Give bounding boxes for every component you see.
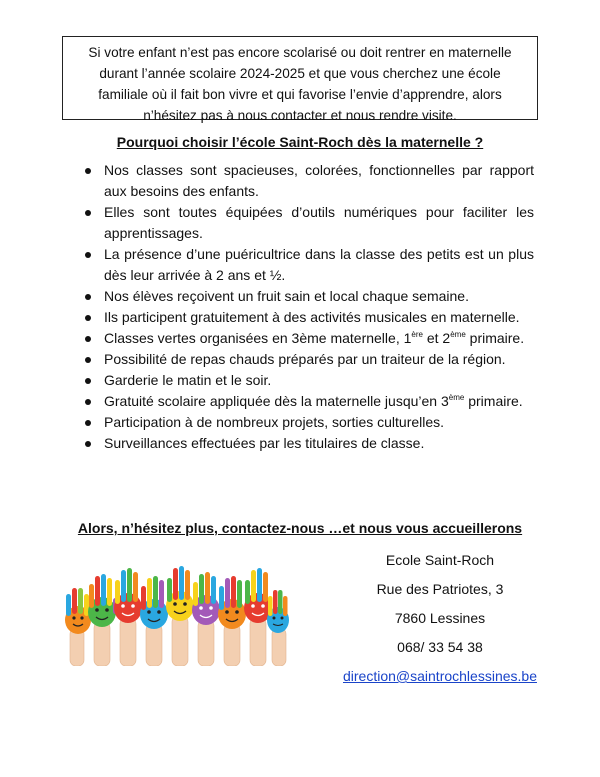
intro-line: durant l’année scolaire 2024-2025 et que vous cherchez une école <box>99 66 501 81</box>
superscript: ère <box>411 330 423 339</box>
benefit-text: Ils participent gratuitement à des activités musicales en maternelle. <box>104 309 520 325</box>
benefit-item <box>82 328 534 349</box>
benefit-item <box>82 202 534 244</box>
email-link[interactable]: direction@saintrochlessines.be <box>343 668 537 684</box>
benefit-text: La présence d’une puéricultrice dans la classe des petits est un plus dès leur arrivée à 2 ans et ½. <box>104 246 534 283</box>
contact-block <box>320 546 560 691</box>
benefit-text: Surveillances effectuées par les titulaires de classe. <box>104 435 425 451</box>
benefit-text-part: Gratuité scolaire appliquée dès la maternelle jusqu’en 3 <box>104 393 449 409</box>
bullet-icon <box>85 315 91 321</box>
benefit-text-part: et 2 <box>422 330 451 346</box>
bullet-icon <box>85 378 91 384</box>
school-name: Ecole Saint-Roch <box>385 552 495 568</box>
phone-number: 068/ 33 54 38 <box>397 639 483 655</box>
benefit-text: Participation à de nombreux projets, sorties culturelles. <box>104 414 445 430</box>
bullet-icon <box>85 441 91 447</box>
benefit-text <box>104 330 524 346</box>
benefit-text: Garderie le matin et le soir. <box>104 372 272 388</box>
intro-line: n’hésitez pas à nous contacter et nous rendre visite. <box>143 108 457 123</box>
bullet-icon <box>85 399 91 405</box>
intro-line: familiale où il fait bon vivre et qui favorise l’envie d’apprendre, alors <box>98 87 502 102</box>
benefit-text-part: primaire. <box>464 393 523 409</box>
bullet-icon <box>85 336 91 342</box>
intro-line: Si votre enfant n’est pas encore scolarisé ou doit rentrer en maternelle <box>88 45 512 60</box>
superscript: ème <box>448 393 465 402</box>
bullet-icon <box>85 168 91 174</box>
bullet-icon <box>85 357 91 363</box>
benefit-item <box>82 307 534 328</box>
contact-title: Alors, n’hésitez plus, contactez-nous …et nous vous accueillerons <box>77 520 523 536</box>
superscript: ème <box>450 330 466 339</box>
benefits-list <box>82 160 534 454</box>
painted-hands-image <box>64 558 290 666</box>
benefit-text: Possibilité de repas chauds préparés par un traiteur de la région. <box>104 351 506 367</box>
bullet-icon <box>85 252 91 258</box>
benefit-item <box>82 160 534 202</box>
benefit-text: Nos élèves reçoivent un fruit sain et local chaque semaine. <box>104 288 469 304</box>
benefit-text <box>104 393 523 409</box>
city: 7860 Lessines <box>394 610 486 626</box>
benefit-text: Elles sont toutes équipées d’outils numériques pour faciliter les apprentissages. <box>104 204 534 241</box>
benefit-item <box>82 349 534 370</box>
intro-box <box>62 36 538 123</box>
benefit-text-part: primaire. <box>465 330 525 346</box>
bullet-icon <box>85 210 91 216</box>
benefit-item <box>82 370 534 391</box>
benefit-text-part: Classes vertes organisées en 3ème maternelle, 1 <box>104 330 412 346</box>
benefit-text: Nos classes sont spacieuses, colorées, fonctionnelles par rapport aux besoins des enfants. <box>104 162 534 199</box>
why-title: Pourquoi choisir l’école Saint-Roch dès la maternelle ? <box>116 134 484 150</box>
benefit-item <box>82 286 534 307</box>
benefit-item <box>82 244 534 286</box>
benefit-item <box>82 391 534 412</box>
benefit-item <box>82 412 534 433</box>
bullet-icon <box>85 420 91 426</box>
street-address: Rue des Patriotes, 3 <box>376 581 504 597</box>
benefit-item <box>82 433 534 454</box>
bullet-icon <box>85 294 91 300</box>
